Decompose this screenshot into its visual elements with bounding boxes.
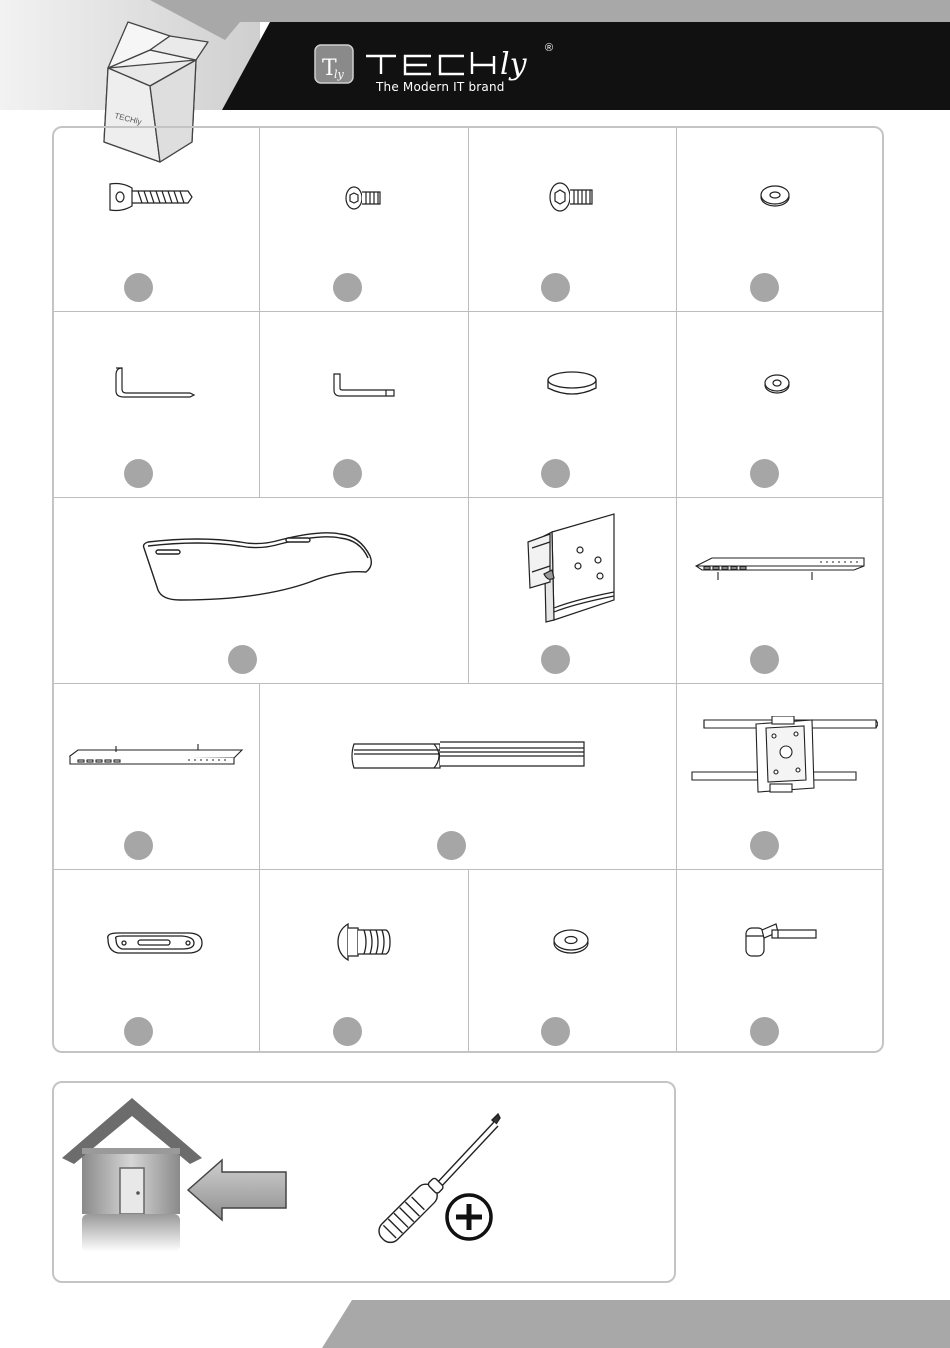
part-number-badge	[124, 459, 153, 488]
part-number-badge	[541, 273, 570, 302]
slotted-rail-angled-icon	[68, 744, 244, 770]
grid-divider	[54, 683, 883, 684]
mushroom-head-bolt-icon	[336, 922, 392, 962]
grid-divider	[259, 128, 260, 497]
countersunk-long-screw-icon	[108, 180, 194, 214]
socket-wrench-icon	[742, 918, 820, 960]
svg-text:ly: ly	[500, 47, 527, 82]
grid-divider	[676, 128, 677, 869]
grid-divider	[259, 683, 260, 869]
registered-mark: ®	[545, 42, 554, 54]
box-brand-label: TECHly	[113, 111, 143, 127]
part-number-badge	[333, 1017, 362, 1046]
part-number-badge	[750, 459, 779, 488]
round-spacer-icon	[546, 370, 598, 398]
plus-circle-icon	[444, 1192, 494, 1242]
part-number-badge	[333, 273, 362, 302]
house-icon	[62, 1096, 202, 1256]
part-number-badge	[750, 831, 779, 860]
part-number-badge	[333, 459, 362, 488]
flat-washer-icon	[759, 184, 791, 208]
washer-icon	[551, 926, 591, 956]
cable-cover-tube-icon	[348, 738, 588, 774]
arrow-left-icon	[186, 1158, 290, 1222]
vesa-mount-plate-icon	[686, 716, 878, 796]
slotted-gasket-icon	[104, 929, 206, 957]
grid-divider	[468, 869, 469, 1052]
footer-band	[0, 1300, 950, 1348]
part-number-badge	[124, 273, 153, 302]
brand-tagline: The Modern IT brand	[376, 80, 505, 94]
part-number-badge	[750, 645, 779, 674]
part-number-badge	[437, 831, 466, 860]
part-number-badge	[750, 273, 779, 302]
grid-divider	[259, 869, 260, 1052]
small-washer-icon	[763, 373, 791, 395]
svg-text:ly: ly	[334, 68, 344, 81]
part-number-badge	[124, 1017, 153, 1046]
small-hex-bolt-icon	[344, 185, 384, 211]
small-allen-key-icon	[330, 372, 396, 398]
grid-divider	[676, 869, 677, 1052]
part-number-badge	[541, 645, 570, 674]
tilt-wall-bracket-icon	[524, 512, 618, 624]
part-number-badge	[541, 459, 570, 488]
svg-text:T: T	[322, 56, 337, 81]
slotted-rail-long-icon	[694, 556, 866, 582]
large-allen-key-icon	[108, 365, 196, 401]
medium-hex-bolt-icon	[548, 181, 594, 213]
part-number-badge	[124, 831, 153, 860]
part-number-badge	[750, 1017, 779, 1046]
grid-divider	[468, 128, 469, 683]
glass-shelf-plate-icon	[140, 526, 378, 608]
part-number-badge	[541, 1017, 570, 1046]
part-number-badge	[228, 645, 257, 674]
